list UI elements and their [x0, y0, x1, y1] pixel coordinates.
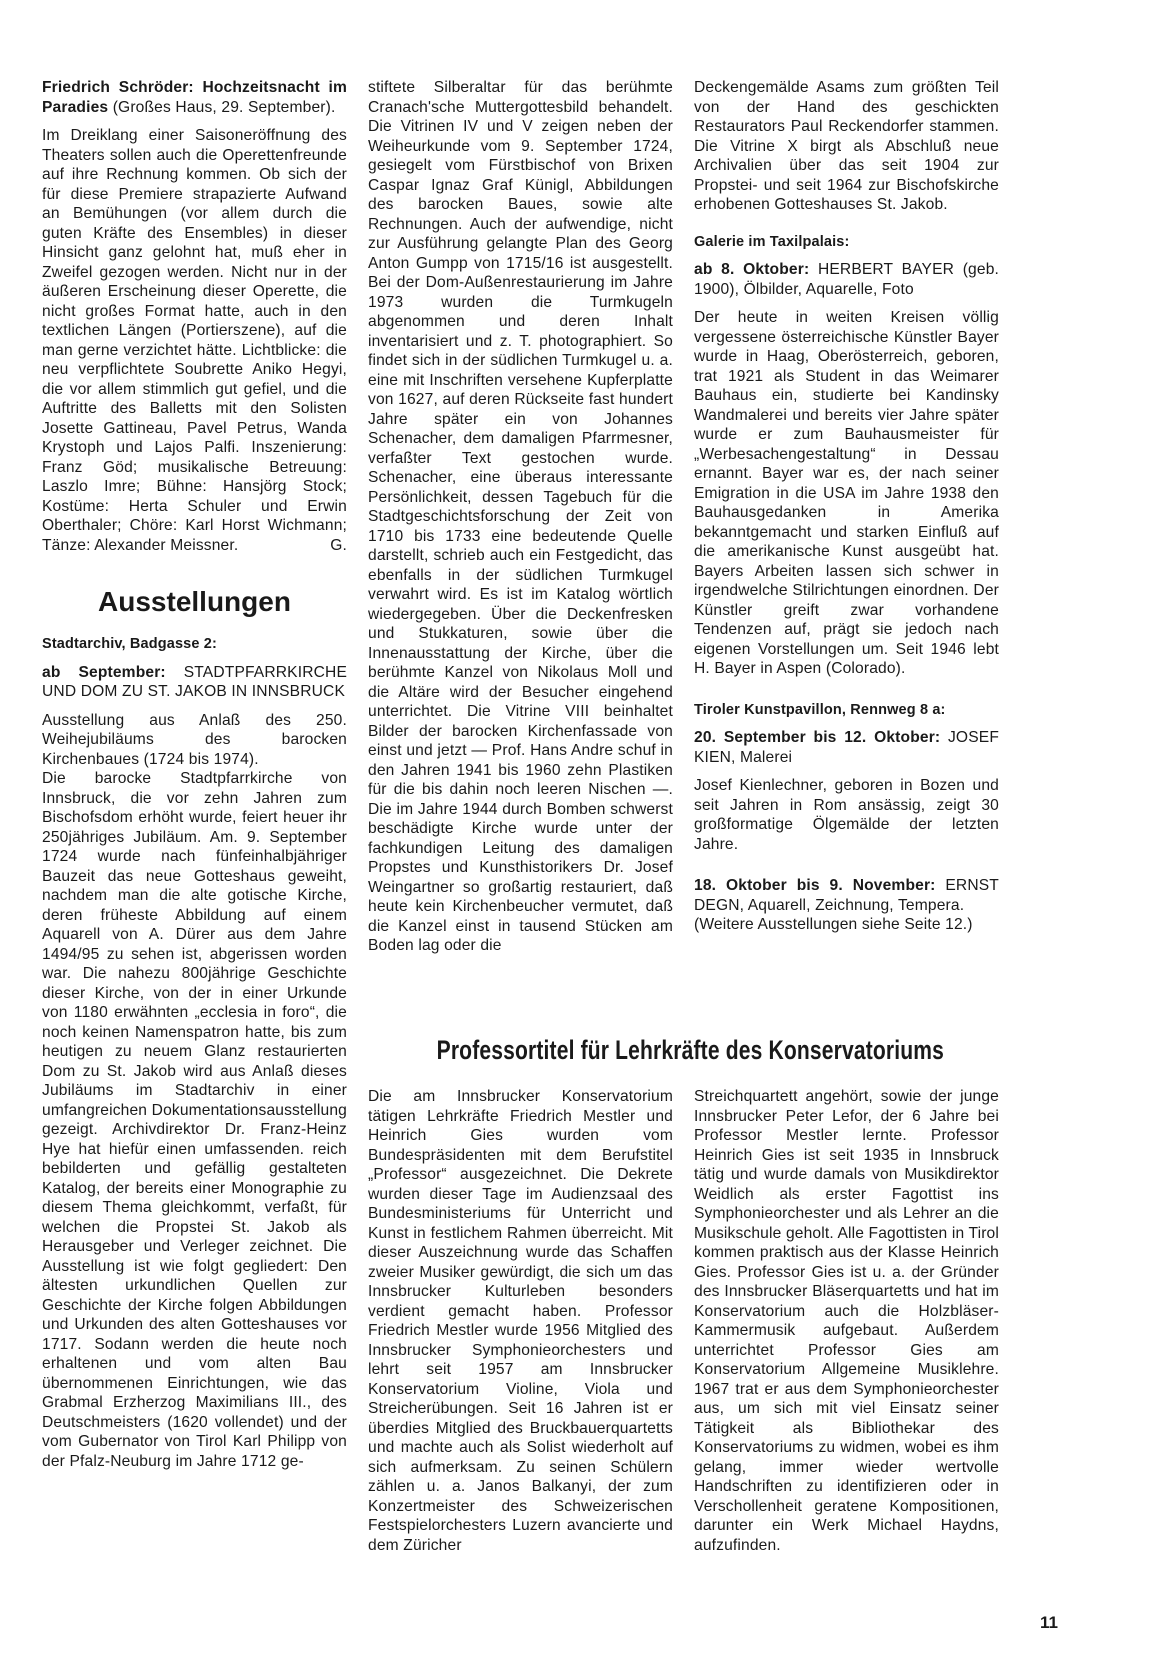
- exhibition-text-end: Deckengemälde Asams zum größten Teil von der Hand des geschickten Restaurators Paul Reckendorfer stammen. Die Vitrine X birgt als Abschluß neue Archivalien über das seit 1904 zur Propstei- und seit 1964 zur Bischofskirche erhobenen Gotteshauses St. Jakob.: [694, 79, 999, 213]
- review-body: Im Dreiklang einer Saisoneröffnung des Theaters sollen auch die Operettenfreunde auf ihre Rechnung kommen. Ob sich der für diese Premiere strapazierte Aufwand an Bemühungen (vor allem durch die guten Kräfte des Ensembles) in dieser Hinsicht ganz gelohnt hat, muß eher in Zweifel gezogen werden. Nicht nur in der äußeren Erscheinung dieser Operette, die nicht großes Format hatte, auch in den textlichen Längen (Portierszene), auf die man gerne verzichtet hätte. Lichtblicke: die neu verpflichtete Soubrette Aniko Hegyi, die vor allem stimmlich gut gefiel, und die Auftritte des Balletts mit den Solisten Josette Gattineau, Pavel Petrus, Wanda Krystoph und Lajos Palfi. Inszenierung: Franz Göd; musikalische Betreuung: Laszlo Imre; Bühne: Hansjörg Stock; Kostüme: Herta Schuler und Erwin Oberthaler; Chöre: Karl Horst Wichmann; Tänze: Alexander Meissner.: [42, 127, 347, 554]
- exhibition-title: [694, 260, 999, 299]
- exhibition-date: ab 8. Oktober:: [694, 261, 810, 278]
- venue-taxilpalais: Galerie im Taxilpalais:: [694, 233, 850, 250]
- exhibition-name: HERBERT BAYER (geb. 1900), Ölbilder, Aquarelle, Foto: [694, 261, 999, 298]
- exhibition-text: Der heute in weiten Kreisen völlig vergessene österreichische Künstler Bayer wurde in Haag, Oberösterreich, geboren, trat 1921 als Student in das Weimarer Bauhaus ein, studierte bei Kandinsky Wandmalerei und bereits vier Jahre später wurde er zum Bauhausmeister für „Werbesachengestaltung“ in Dessau ernannt. Bayer war es, der nach seiner Emigration in die USA im Jahre 1938 den Bauhausgedanken in Amerika bekanntgemacht und starken Einfluß auf die amerikanische Kunst ausgeübt hat. Bayers Arbeiten lassen sich schwer in irgendwelche Stilrichtungen einordnen. Der Künstler greift zwar vorhandene Tendenzen auf, prägt sie jedoch nach eigenen Vorstellungen um. Seit 1946 lebt H. Bayer in Aspen (Colorado).: [694, 309, 999, 677]
- exhibition-text: Josef Kienlechner, geboren in Bozen und seit Jahren in Rom ansässig, zeigt 30 großformatige Ölgemälde der letzten Jahre.: [694, 777, 999, 853]
- exhibition-title: [694, 728, 999, 767]
- exhibition-text-continued: stiftete Silberaltar für das berühmte Cranach'sche Muttergottesbild behandelt. Die Vitrinen IV und V zeigen neben der Weiheurkunde vom 9. September 1724, gesiegelt vom Fürstbischof von Brixen Caspar Ignaz Graf Künigl, Abbildungen des barocken Baues, sowie alte Rechnungen. Auch der aufwendige, nicht zur Ausführung gelangte Plan des Georg Anton Gumpp von 1715/16 ist ausgestellt. Bei der Dom-Außenrestaurierung im Jahre 1973 wurden die Turmkugeln abgenommen und deren Inhalt inventarisiert und z. T. photographiert. So findet sich in der südlichen Turmkugel u. a. eine mit Inschriften versehene Kupferplatte von 1627, auf deren Rückseite fast hundert Jahre später ein von Johannes Schenacher, dem damaligen Pfarrmesner, verfaßter Text gestochen wurde. Schenacher, eine überaus interessante Persönlichkeit, dessen Tagebuch für die Stadtgeschichtsforschung der Zeit von 1710 bis 1733 eine bedeutende Quelle darstellt, schrieb auch ein Festgedicht, das ebenfalls in der südlichen Turmkugel verwahrt wird. Es ist im Katalog wörtlich wiedergegeben. Über die Deckenfresken und Stukkaturen, sowie über die Innenausstattung der Kirche, über die berühmte Kanzel von Nikolaus Moll und die Altäre wird der Besucher eingehend unterrichtet. Die Vitrine VIII beinhaltet Bilder der barocken Kirchenfassade von einst und jetzt — Prof. Hans Andre schuf in den Jahren 1941 bis 1960 zehn Plastiken für die bis dahin noch leeren Nischen —. Die im Jahre 1944 durch Bomben schwerst beschädigte Kirche wurde unter der fachkundigen Leitung des damaligen Propstes und Kunsthistorikers Dr. Josef Weingartner so großartig restauriert, daß heute kein Kirchenbeucher vermutet, daß die Kanzel einst in tausend Stücken am Boden lag oder die: [368, 79, 673, 954]
- section-heading: Ausstellungen: [98, 586, 291, 617]
- review-text: [42, 126, 347, 555]
- article-column-left: [368, 1087, 673, 1564]
- exhibition-name: ERNST DEGN, Aquarell, Zeichnung, Tempera.: [694, 877, 999, 914]
- venue-kunstpavillon: Tiroler Kunstpavillon, Rennweg 8 a:: [694, 701, 946, 718]
- exhibition-date: 20. September bis 12. Oktober:: [694, 729, 941, 746]
- column-2: [368, 78, 673, 965]
- article-column-right: [694, 1087, 999, 1564]
- page-number: 11: [1040, 1613, 1058, 1632]
- exhibition-title: [42, 663, 347, 702]
- article-text: Die am Innsbrucker Konservatorium tätigen Lehrkräfte Friedrich Mestler und Heinrich Gies wurden vom Bundespräsidenten mit dem Berufstitel „Professor“ ausgezeichnet. Die Dekrete wurden dieser Tage im Audienzsaal des Bundesministeriums für Unterricht und Kunst in festlichem Rahmen überreicht. Mit dieser Auszeichnung wurde das Schaffen zweier Musiker gewürdigt, die sich um das Innsbrucker Kulturleben besonders verdient gemacht haben. Professor Friedrich Mestler wurde 1956 Mitglied des Innsbrucker Symphonieorchesters und lehrt seit 1957 am Innsbrucker Konservatorium Violine, Viola und Streicherübungen. Seit 16 Jahren ist er überdies Mitglied des Bruckbauerquartetts und machte auch als Solist wiederholt auf sich aufmerksam. Zu seinen Schülern zählen u. a. Janos Balkanyi, der zum Konzertmeister des Schweizerischen Festspielorchesters Luzern avancierte und dem Züricher: [368, 1088, 673, 1554]
- review-header: [42, 78, 347, 117]
- exhibition-date: 18. Oktober bis 9. November:: [694, 877, 936, 894]
- exhibition-name: STADTPFARRKIRCHE UND DOM ZU ST. JAKOB IN INNSBRUCK: [42, 663, 347, 700]
- more-exhibitions-note: (Weitere Ausstellungen siehe Seite 12.): [694, 916, 973, 933]
- exhibition-text: Die barocke Stadtpfarrkirche von Innsbruck, die vor zehn Jahren zum Bischofsdom erhöht wurde, feiert heuer ihr 250jähriges Jubiläum. Am. 9. September 1724 wurde nach fünfeinhalbjähriger Bauzeit das neue Gotteshaus geweiht, nachdem man die alte gotische Kirche, deren früheste Abbildung auf einem Aquarell von A. Dürer aus dem Jahre 1494/95 zu sehen ist, abgerissen worden war. Die nahezu 800jährige Geschichte dieser Kirche, von der in einer Urkunde von 1180 erwähnten „ecclesia in foro“, die noch keinen Namenspatron hatte, bis zum heutigen zu neuem Glanz restaurierten Dom zu St. Jakob wird aus Anlaß dieses Jubiläums im Stadtarchiv in einer umfangreichen Dokumentationsausstellung gezeigt. Archivdirektor Dr. Franz-Heinz Hye hat hiefür einen umfassenden. reich bebilderten und gefällig gestalteten Katalog, der bereits einer Monographie zu diesem Thema gleichkommt, verfaßt, für welchen die Propstei St. Jakob als Herausgeber und Verleger zeichnet. Die Ausstellung ist wie folgt gegliedert: Den ältesten urkundlichen Quellen zur Geschichte der Kirche folgen Abbildungen und Urkunden des alten Gotteshauses vor 1717. Sodann werden die heute noch erhaltenen und vom alten Bau übernommenen Einrichtungen, wie das Grabmal Erzherzog Maximilians III., des Deutschmeisters (1620 vollendet) und der vom Gubernator von Tirol Karl Philipp von der Pfalz-Neuburg im Jahre 1712 ge-: [42, 770, 347, 1470]
- article-heading: Professortitel für Lehrkräfte des Konservatoriums: [436, 1035, 945, 1065]
- review-venue: (Großes Haus, 29. September).: [108, 98, 336, 116]
- review-author: G.: [330, 536, 347, 554]
- exhibition-date: ab September:: [42, 663, 166, 681]
- review-title: Friedrich Schröder: Hochzeitsnacht im Paradies: [42, 79, 347, 116]
- venue-stadtarchiv: Stadtarchiv, Badgasse 2:: [42, 636, 217, 652]
- column-3: [694, 78, 999, 944]
- exhibition-intro: Ausstellung aus Anlaß des 250. Weihejubiläums des barocken Kirchenbaues (1724 bis 1974).: [42, 711, 347, 768]
- exhibition-name: JOSEF KIEN, Malerei: [694, 729, 999, 766]
- article-text: Streichquartett angehört, sowie der junge Innsbrucker Peter Lefor, der 6 Jahre bei Professor Mestler lernte. Professor Heinrich Gies ist seit 1935 in Innsbruck tätig und wurde damals von Musikdirektor Weidlich als erster Fagottist ins Symphonieorchester und als Lehrer an die Musikschule geholt. Alle Fagottisten in Tirol kommen praktisch aus der Klasse Heinrich Gies. Professor Gies ist u. a. der Gründer des Innsbrucker Bläserquartetts und hat im Konservatorium auch die Holzbläser-Kammermusik aufgebaut. Außerdem unterrichtet Professor Gies am Konservatorium Allgemeine Musiklehre. 1967 trat er aus dem Symphonieorchester aus, um sich mit viel Einsatz seiner Tätigkeit als Bibliothekar des Konservatoriums zu widmen, wobei es ihm gelang, immer wieder wertvolle Handschriften zu identifizieren oder in Verschollenheit geratene Kompositionen, darunter ein Werk Michael Haydns, aufzufinden.: [694, 1088, 999, 1554]
- exhibition-title: [694, 876, 999, 915]
- column-1: [42, 78, 347, 1480]
